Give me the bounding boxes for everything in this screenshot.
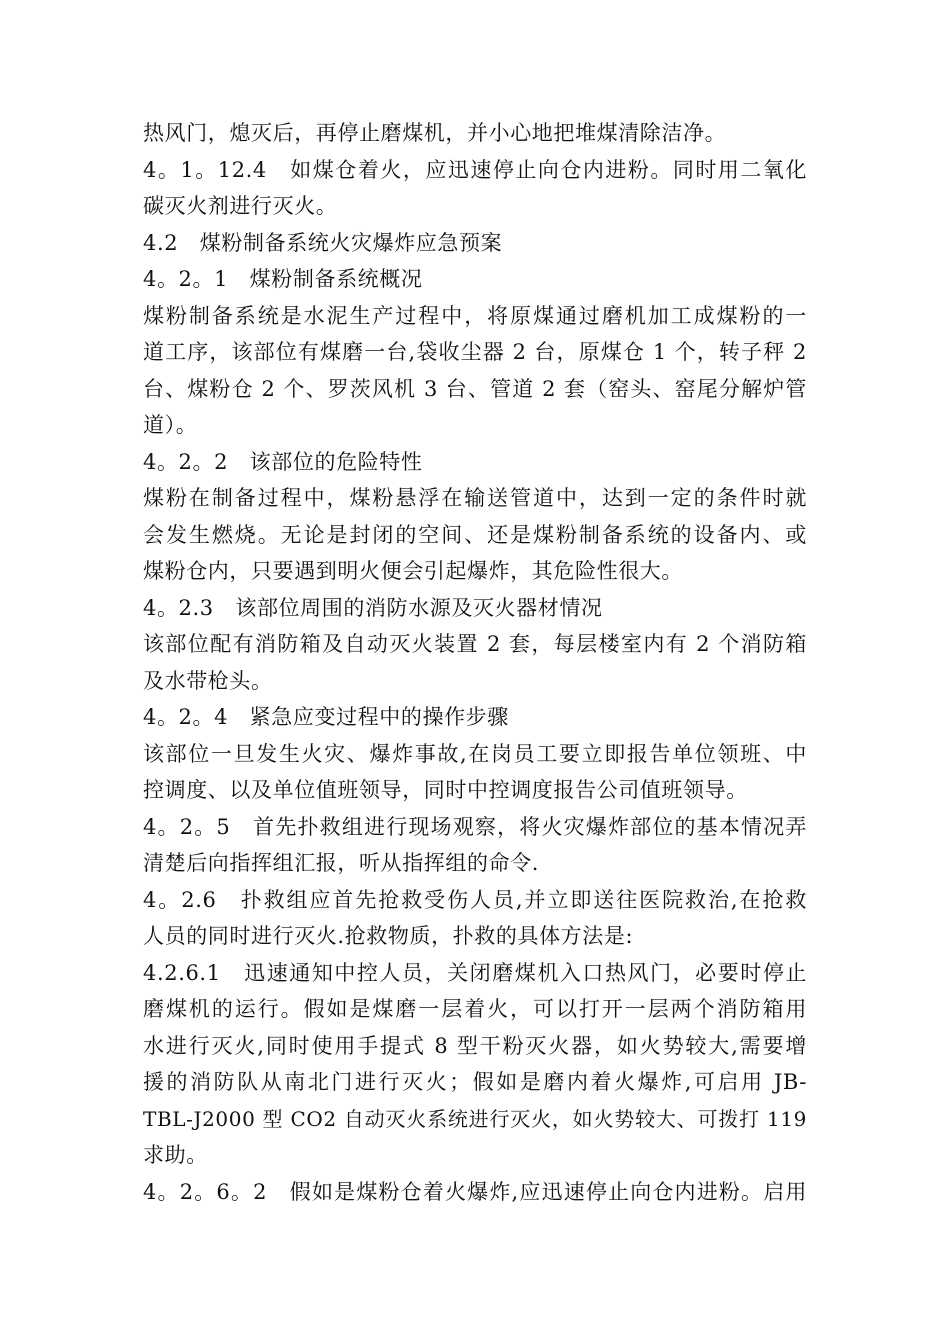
text-line: 4。2.3 该部位周围的消防水源及灭火器材情况 bbox=[143, 595, 603, 620]
text-line: 煤粉仓内，只要遇到明火便会引起爆炸，其危险性很大。 bbox=[143, 559, 683, 583]
text-line: 人员的同时进行灭火.抢救物质，扑救的具体方法是: bbox=[143, 924, 634, 948]
text-line: 4。2。1 煤粉制备系统概况 bbox=[143, 267, 423, 291]
text-line: 煤粉制备系统是水泥生产过程中，将原煤通过磨机加工成煤粉的一 bbox=[143, 303, 807, 328]
text-line: 水进行灭火,同时使用手提式 8 型干粉灭火器，如火势较大,需要增 bbox=[143, 1033, 807, 1058]
text-line: 及水带枪头。 bbox=[143, 668, 273, 693]
text-line: 4。1。12.4 如煤仓着火，应迅速停止向仓内进粉。同时用二氧化 bbox=[143, 157, 807, 182]
text-line: 该部位一旦发生火灾、爆炸事故,在岗员工要立即报告单位领班、中 bbox=[143, 741, 807, 766]
text-line: 台、煤粉仓 2 个、罗茨风机 3 台、管道 2 套（窑头、窑尾分解炉管 bbox=[143, 376, 807, 401]
text-line: 4。2.6 扑救组应首先抢救受伤人员,并立即送往医院救治,在抢救 bbox=[143, 887, 807, 912]
text-line: 4.2 煤粉制备系统火灾爆炸应急预案 bbox=[143, 230, 503, 255]
text-line: 4。2。5 首先扑救组进行现场观察，将火灾爆炸部位的基本情况弄 bbox=[143, 814, 807, 839]
text-line: 磨煤机的运行。假如是煤磨一层着火，可以打开一层两个消防箱用 bbox=[143, 997, 807, 1021]
document-body bbox=[143, 115, 807, 1210]
text-line: 热风门，熄灭后，再停止磨煤机，并小心地把堆煤清除洁净。 bbox=[143, 121, 727, 145]
text-line: 援的消防队从南北门进行灭火；假如是磨内着火爆炸,可启用 JB- bbox=[143, 1070, 807, 1094]
text-line: 求助。 bbox=[143, 1143, 208, 1167]
text-line: 会发生燃烧。无论是封闭的空间、还是煤粉制备系统的设备内、或 bbox=[143, 522, 807, 547]
text-line: 4。2。4 紧急应变过程中的操作步骤 bbox=[143, 705, 509, 729]
text-line: 煤粉在制备过程中，煤粉悬浮在输送管道中，达到一定的条件时就 bbox=[143, 486, 807, 510]
text-line: 清楚后向指挥组汇报，听从指挥组的命令. bbox=[143, 851, 540, 875]
text-line: 该部位配有消防箱及自动灭火装置 2 套，每层楼室内有 2 个消防箱 bbox=[143, 632, 807, 656]
text-line: 碳灭火剂进行灭火。 bbox=[143, 194, 338, 218]
text-line: 4。2。6。2 假如是煤粉仓着火爆炸,应迅速停止向仓内进粉。启用 bbox=[143, 1179, 807, 1204]
text-line: 4。2。2 该部位的危险特性 bbox=[143, 449, 423, 474]
text-line: 控调度、以及单位值班领导，同时中控调度报告公司值班领导。 bbox=[143, 778, 748, 802]
text-line: 道）。 bbox=[143, 413, 198, 437]
text-line: 4.2.6.1 迅速通知中控人员，关闭磨煤机入口热风门，必要时停止 bbox=[143, 960, 807, 985]
text-line: 道工序，该部位有煤磨一台,袋收尘器 2 台，原煤仓 1 个，转子秤 2 bbox=[143, 340, 807, 364]
text-line: TBL-J2000 型 CO2 自动灭火系统进行灭火，如火势较大、可拨打 119 bbox=[143, 1106, 807, 1131]
